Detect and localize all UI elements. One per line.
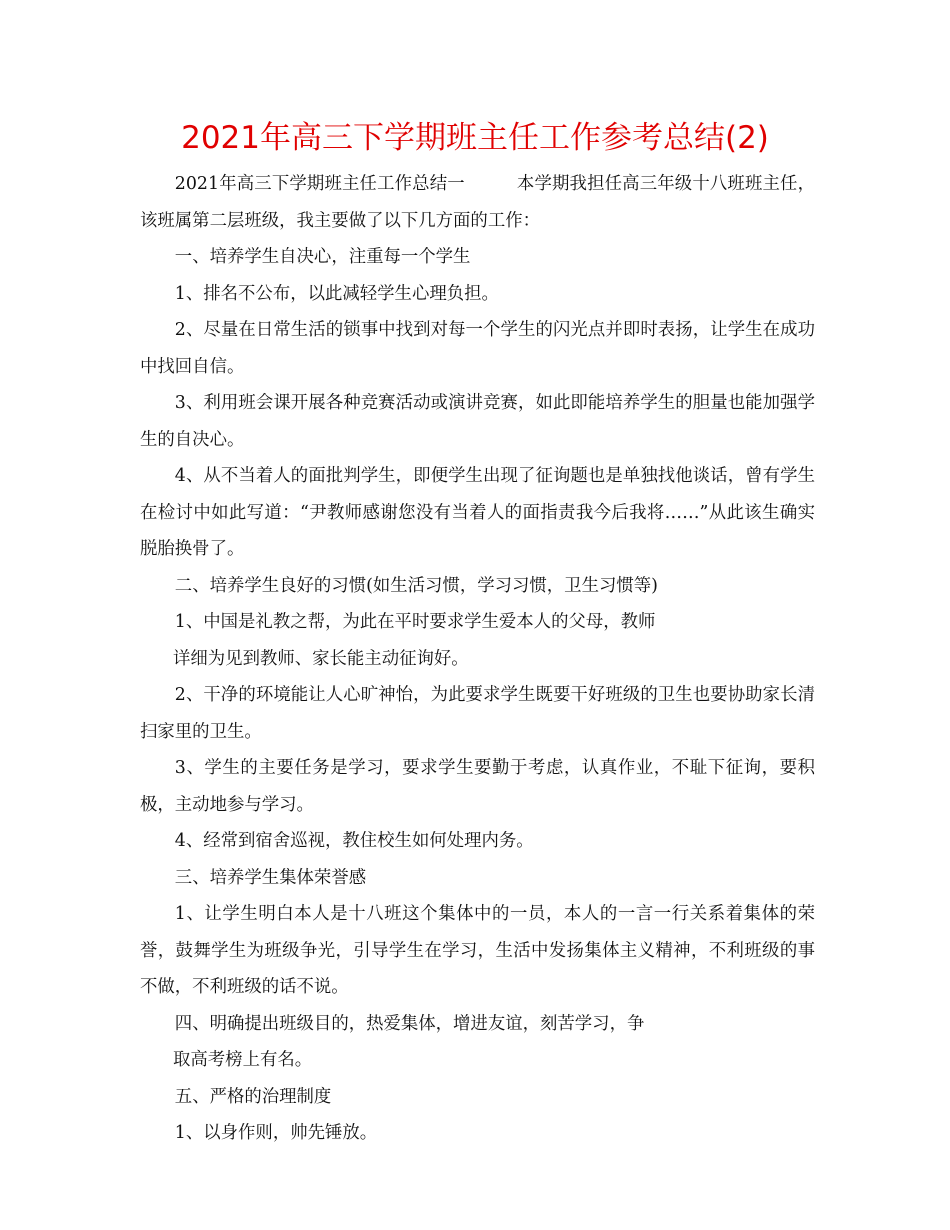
paragraph-1-1: 1、排名不公布，以此减轻学生心理负担。 bbox=[174, 283, 499, 304]
section-heading-4: 四、明确提出班级目的，热爱集体，增进友谊，刻苦学习，争 bbox=[174, 1013, 645, 1034]
paragraph-2-1-continued: 详细为见到教师、家长能主动征询好。 bbox=[173, 648, 469, 669]
intro-paragraph bbox=[140, 166, 815, 239]
section-heading-1: 一、培养学生自决心，注重每一个学生 bbox=[174, 247, 471, 267]
document-title: 2021年高三下学期班主任工作参考总结(2) bbox=[181, 120, 769, 156]
intro-text: 本学期我担任高三年级十八班班主任，该班属第二层班级，我主要做了以下几方面的工作： bbox=[140, 174, 815, 231]
paragraph-1-2: 2、尽量在日常生活的锁事中找到对每一个学生的闪光点并即时表扬，让学生在成功中找回自信。 bbox=[140, 320, 815, 377]
section-heading-5: 五、严格的治理制度 bbox=[174, 1086, 332, 1107]
paragraph-5-1: 1、以身作则，帅先锤放。 bbox=[174, 1123, 378, 1143]
intro-heading: 2021年高三下学期班主任工作总结一 bbox=[174, 174, 465, 194]
section-heading-4-continued: 取高考榜上有名。 bbox=[173, 1050, 313, 1070]
section-heading-3: 三、培养学生集体荣誉感 bbox=[174, 867, 367, 888]
paragraph-2-3: 3、学生的主要任务是学习，要求学生要勤于考虑，认真作业，不耻下征询，要积极，主动地参与学习。 bbox=[140, 758, 815, 815]
paragraph-3-1: 1、让学生明白本人是十八班这个集体中的一员，本人的一言一行关系着集体的荣誉，鼓舞学生为班级争光，引导学生在学习，生活中发扬集体主义精神，不利班级的事不做，不利班级的话不说。 bbox=[140, 904, 815, 997]
paragraph-1-3: 3、利用班会课开展各种竞赛活动或演讲竞赛，如此即能培养学生的胆量也能加强学生的自决心。 bbox=[140, 393, 815, 450]
paragraph-2-1: 1、中国是礼教之帮，为此在平时要求学生爱本人的父母，教师 bbox=[174, 612, 656, 632]
document-body bbox=[140, 166, 815, 1152]
paragraph-1-4: 4、从不当着人的面批判学生，即便学生出现了征询题也是单独找他谈话，曾有学生在检讨中如此写道：“尹教师感谢您没有当着人的面指责我今后我将……”从此该生确实脱胎换骨了。 bbox=[140, 466, 815, 559]
section-heading-2: 二、培养学生良好的习惯(如生活习惯，学习习惯，卫生习惯等) bbox=[174, 575, 658, 596]
paragraph-2-2: 2、干净的环境能让人心旷神怡，为此要求学生既要干好班级的卫生也要协助家长清扫家里的卫生。 bbox=[140, 685, 815, 742]
paragraph-2-4: 4、经常到宿舍巡视，教住校生如何处理内务。 bbox=[174, 831, 534, 851]
